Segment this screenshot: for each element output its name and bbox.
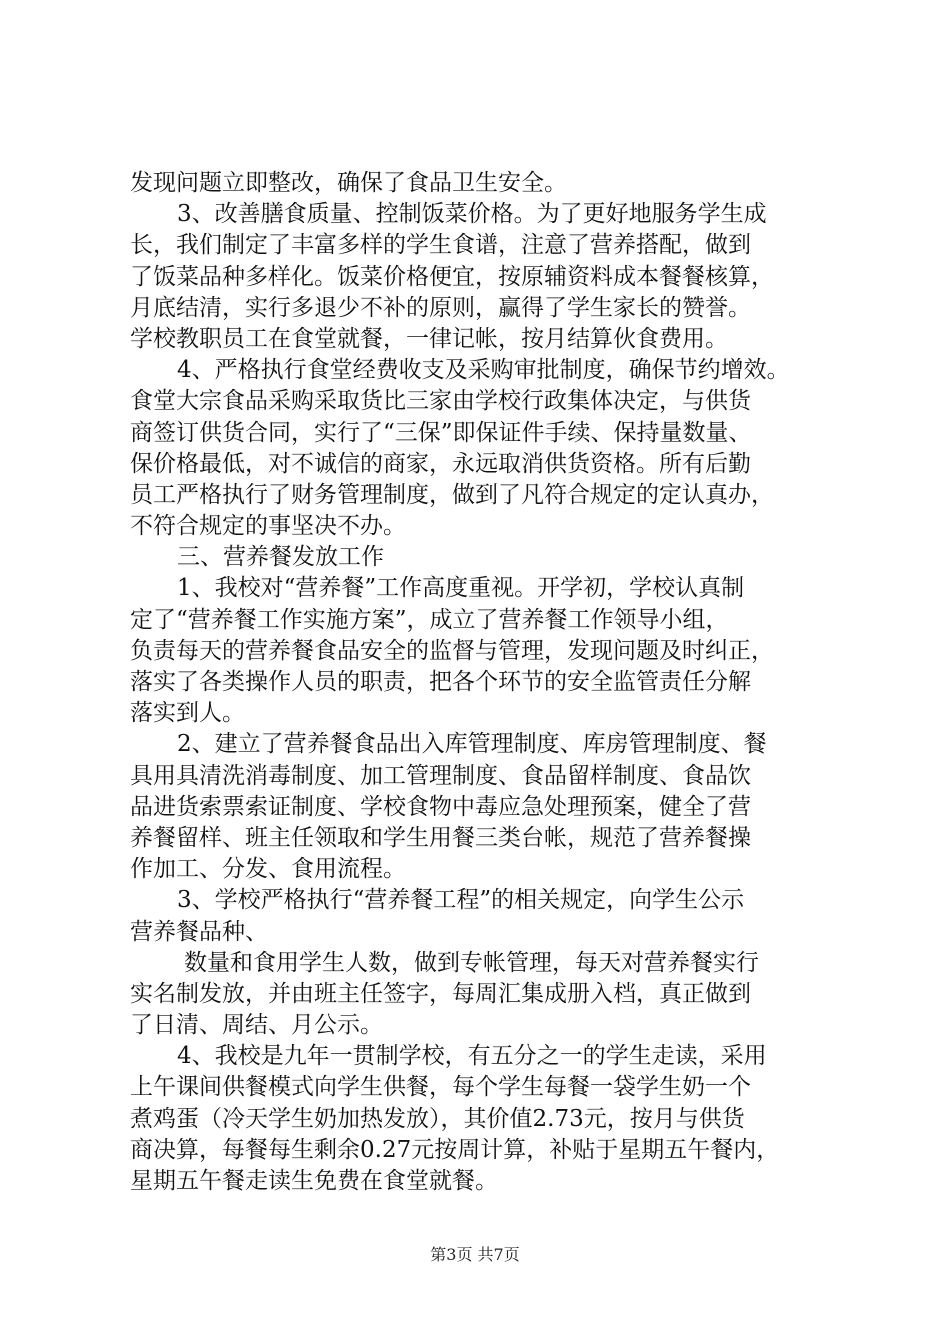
text-line: 实名制发放，并由班主任签字，每周汇集成册入档，真正做到 xyxy=(130,980,751,1007)
text-line: 了饭菜品种多样化。饭菜价格便宜，按原辅资料成本餐餐核算， xyxy=(130,263,774,290)
text-line: 不符合规定的事坚决不办。 xyxy=(130,513,406,540)
text-line: 保价格最低，对不诚信的商家，永远取消供货资格。所有后勤 xyxy=(130,450,751,477)
text-line: 发现问题立即整改，确保了食品卫生安全。 xyxy=(130,170,567,196)
text-line: 3、学校严格执行“营养餐工程”的相关规定，向学生公示 xyxy=(177,887,745,914)
page-footer: 第3页 共7页 xyxy=(430,1245,520,1264)
text-line: 定了“营养餐工作实施方案”，成立了营养餐工作领导小组， xyxy=(130,606,729,633)
text-line: 上午课间供餐模式向学生供餐，每个学生每餐一袋学生奶一个 xyxy=(130,1074,751,1101)
text-line: 负责每天的营养餐食品安全的监督与管理，发现问题及时纠正， xyxy=(130,637,774,664)
text-line: 了日清、周结、月公示。 xyxy=(130,1012,383,1039)
text-line: 营养餐品种、 xyxy=(130,918,268,945)
text-line: 4、严格执行食堂经费收支及采购审批制度，确保节约增效。 xyxy=(177,357,790,384)
text-line: 商签订供货合同，实行了“三保”即保证件手续、保持量数量、 xyxy=(130,419,752,446)
text-line: 落实了各类操作人员的职责，把各个环节的安全监管责任分解 xyxy=(130,669,751,695)
text-line: 三、营养餐发放工作 xyxy=(177,544,384,571)
text-line: 养餐留样、班主任领取和学生用餐三类台帐，规范了营养餐操 xyxy=(130,824,751,851)
text-line: 月底结清，实行多退少不补的原则，赢得了学生家长的赞誉。 xyxy=(130,294,751,321)
text-line: 3、改善膳食质量、控制饭菜价格。为了更好地服务学生成 xyxy=(177,201,767,228)
text-line: 食堂大宗食品采购采取货比三家由学校行政集体决定，与供货 xyxy=(130,388,751,415)
text-line: 品进货索票索证制度、学校食物中毒应急处理预案，健全了营 xyxy=(130,793,751,820)
text-line: 4、我校是九年一贯制学校，有五分之一的学生走读，采用 xyxy=(177,1043,767,1070)
text-line: 商决算，每餐每生剩余0.27元按周计算，补贴于星期五午餐内， xyxy=(130,1136,780,1163)
text-line: 作加工、分发、食用流程。 xyxy=(130,856,406,883)
text-line: 员工严格执行了财务管理制度，做到了凡符合规定的定认真办， xyxy=(130,481,774,508)
document-body xyxy=(130,168,840,1197)
text-line: 学校教职员工在食堂就餐，一律记帐，按月结算伙食费用。 xyxy=(130,325,728,352)
text-line: 煮鸡蛋（冷天学生奶加热发放），其价值2.73元，按月与供货 xyxy=(130,1105,745,1132)
text-line: 星期五午餐走读生免费在食堂就餐。 xyxy=(130,1168,498,1194)
text-line: 落实到人。 xyxy=(130,700,245,727)
text-line: 1、我校对“营养餐”工作高度重视。开学初，学校认真制 xyxy=(177,575,745,602)
text-line: 数量和食用学生人数，做到专帐管理，每天对营养餐实行 xyxy=(184,949,759,976)
text-line: 长，我们制定了丰富多样的学生食谱，注意了营养搭配，做到 xyxy=(130,232,751,259)
text-line: 2、建立了营养餐食品出入库管理制度、库房管理制度、餐 xyxy=(177,731,767,758)
text-line: 具用具清洗消毒制度、加工管理制度、食品留样制度、食品饮 xyxy=(130,762,751,789)
